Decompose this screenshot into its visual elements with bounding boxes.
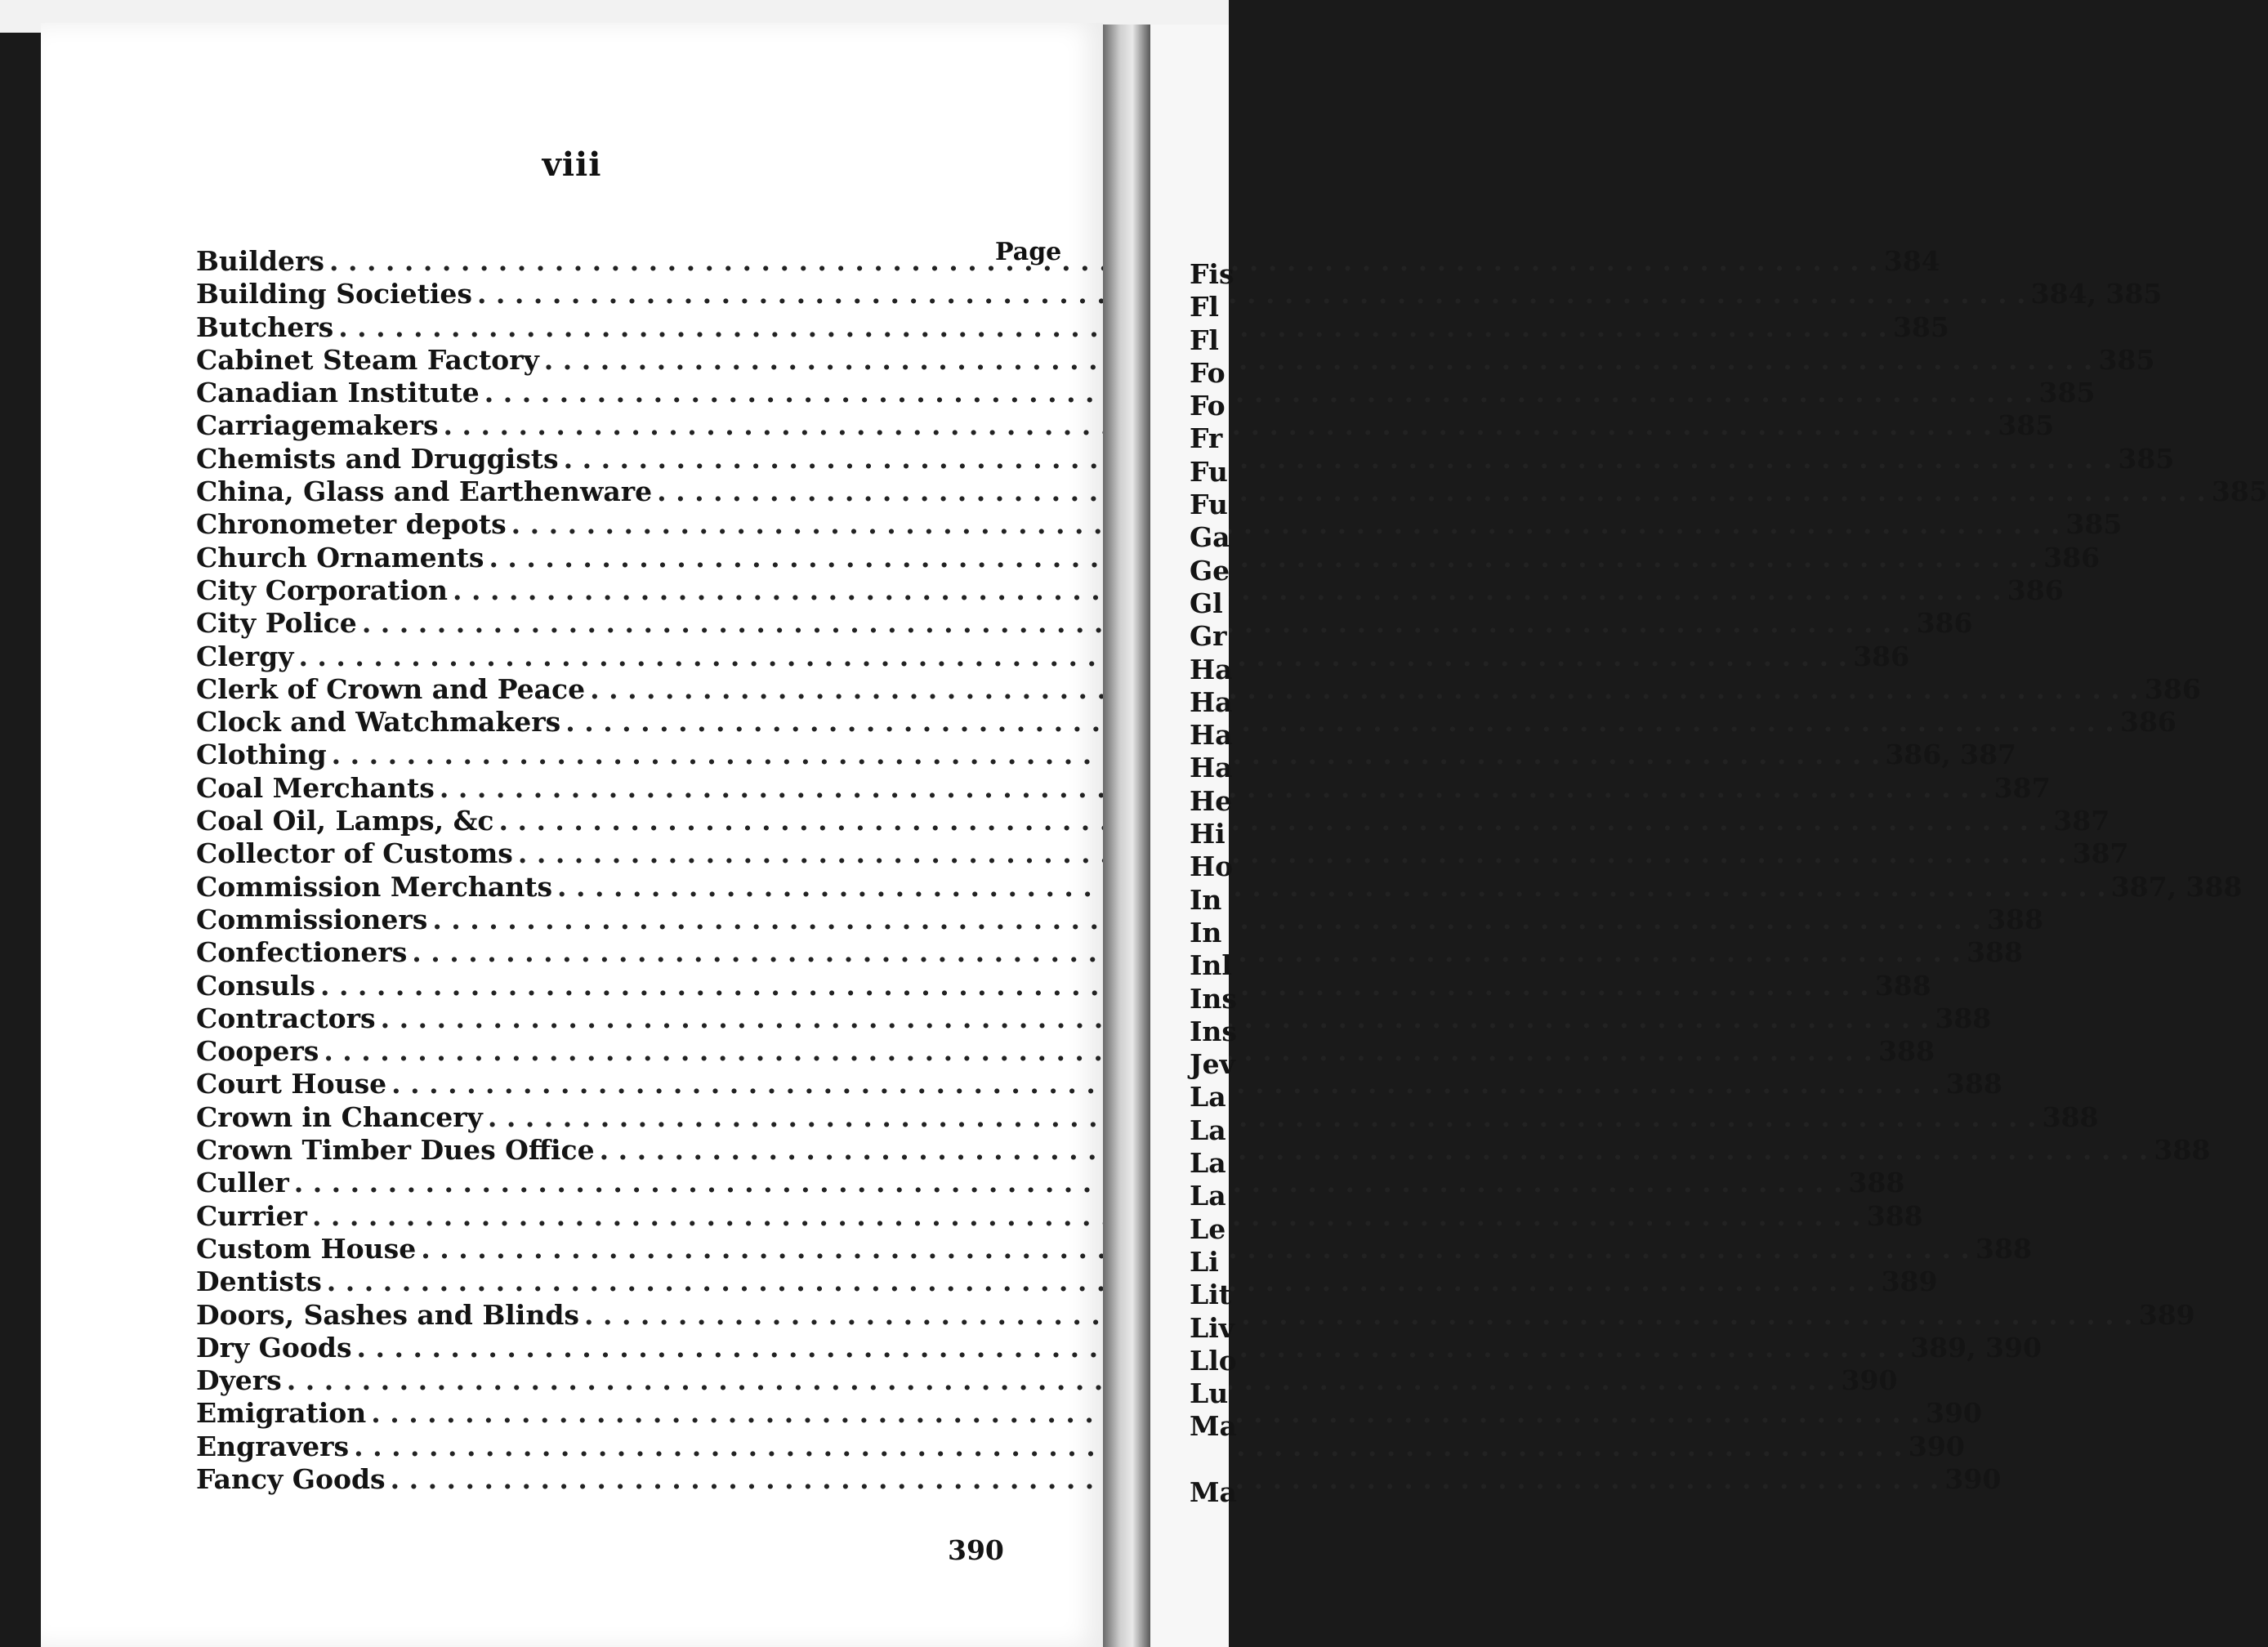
right-page-entry-stub: Ins xyxy=(1190,1015,1238,1047)
right-page-entry-stub: Ga xyxy=(1190,521,1230,554)
entry-name: Butchers xyxy=(196,310,334,343)
right-page-entry-stub: Li xyxy=(1190,1245,1219,1278)
entry-page-number: 386 xyxy=(2043,541,2101,574)
dot-leader xyxy=(477,278,2026,310)
entry-name: Church Ornaments xyxy=(196,541,484,574)
right-page-entry-stub: Fu xyxy=(1190,489,1228,521)
right-page-entry-stub: Lu xyxy=(1190,1377,1229,1410)
entry-page-number: 388 xyxy=(2042,1100,2099,1133)
dot-leader xyxy=(564,443,2113,475)
entry-page-number: 385 xyxy=(2211,475,2268,508)
right-page-entry-stub: Fis xyxy=(1190,258,1234,290)
dot-leader xyxy=(565,706,2114,738)
right-page-entry-stubs xyxy=(1190,258,1238,1509)
entry-name: Collector of Customs xyxy=(196,837,513,870)
entry-page-number: 385 xyxy=(2038,377,2096,409)
entry-name: Crown Timber Dues Office xyxy=(196,1134,595,1167)
entry-page-number: 387 xyxy=(2053,805,2110,837)
entry-name: Confectioners xyxy=(196,936,408,969)
entry-name: Builders xyxy=(196,245,324,277)
right-page-entry-stub: Ge xyxy=(1190,554,1230,587)
dot-leader xyxy=(287,1364,1836,1396)
entry-page-number: 388 xyxy=(1848,1167,1905,1199)
entry-name: Chronometer depots xyxy=(196,508,507,541)
right-page-entry-stub: Gr xyxy=(1190,620,1227,653)
right-page-entry-stub: Ho xyxy=(1190,850,1234,883)
right-page-entry-stub: Lit xyxy=(1190,1279,1231,1311)
dot-leader xyxy=(584,1299,2133,1331)
entry-name: Commission Merchants xyxy=(196,870,553,903)
entry-name: Chemists and Druggists xyxy=(196,442,559,475)
right-page-entry-stub: La xyxy=(1190,1180,1226,1212)
entry-page-number: 387 xyxy=(2072,837,2129,870)
dot-leader xyxy=(600,1134,2149,1166)
right-page-entry-stub xyxy=(1190,1444,1229,1476)
right-page-entry-stub: Gl xyxy=(1190,587,1223,619)
entry-page-number: 389, 390 xyxy=(1910,1331,2042,1364)
entry-page-number: 385 xyxy=(1998,409,2055,442)
entry-name: Clothing xyxy=(196,739,327,771)
right-page-entry-stub: Ma xyxy=(1190,1475,1237,1508)
entry-page-number: 388 xyxy=(1878,1035,1935,1068)
book-gutter xyxy=(1103,25,1152,1647)
entry-page-number: 386 xyxy=(2144,672,2201,705)
entry-name: Crown in Chancery xyxy=(196,1100,483,1133)
entry-page-number: 384 xyxy=(1883,245,1940,277)
page-column-heading: Page xyxy=(995,238,1062,266)
entry-page-number: 390 xyxy=(1926,1397,1982,1430)
entry-page-number: 388 xyxy=(1945,1068,2002,1100)
page-folio: viii xyxy=(542,145,602,184)
right-page-entry-stub: In xyxy=(1190,883,1222,916)
entry-name: Court House xyxy=(196,1068,387,1100)
entry-page-number: 389 xyxy=(2138,1298,2195,1331)
index-entry xyxy=(196,1430,1965,1463)
entry-page-number: 388 xyxy=(1874,969,1931,1002)
entry-name: Clock and Watchmakers xyxy=(196,706,561,739)
dot-leader xyxy=(657,475,2206,507)
dot-leader xyxy=(320,970,1869,1002)
right-page-entry-stub: Ins xyxy=(1190,982,1238,1015)
entry-name: Doors, Sashes and Blinds xyxy=(196,1298,579,1331)
entry-name: City Corporation xyxy=(196,574,449,606)
entry-page-number: 388 xyxy=(1987,903,2043,935)
entry-name: Fancy Goods xyxy=(196,1462,386,1495)
dot-leader xyxy=(294,1167,1843,1198)
entry-page-number: 390 xyxy=(1908,1430,1965,1462)
right-page-entry-stub: Fo xyxy=(1190,356,1226,389)
right-page-entry-stub: Fu xyxy=(1190,455,1228,488)
entry-name: Commissioners xyxy=(196,903,428,935)
entry-name: Coal Oil, Lamps, &c xyxy=(196,805,494,837)
dot-leader xyxy=(489,542,2038,574)
dot-leader xyxy=(298,640,1847,672)
entry-page-number: 385 xyxy=(2065,508,2123,541)
right-page-entry-stub: La xyxy=(1190,1081,1226,1114)
entry-name: Building Societies xyxy=(196,278,472,310)
entry-page-number: 386 xyxy=(2120,706,2176,739)
entry-name: Dyers xyxy=(196,1364,282,1397)
entry-page-number: 388 xyxy=(1967,936,2023,969)
entry-name: Dry Goods xyxy=(196,1331,352,1364)
dot-leader xyxy=(499,805,2048,837)
right-page-entry-stub: Ha xyxy=(1190,752,1233,784)
dot-leader xyxy=(484,377,2034,408)
entry-page-number: 388 xyxy=(1935,1002,1992,1034)
entry-page-number: 386, 387 xyxy=(1885,739,2017,771)
dot-leader xyxy=(518,837,2067,869)
entry-name: Coal Merchants xyxy=(196,771,435,804)
right-page-entry-stub: Le xyxy=(1190,1212,1226,1245)
trailing-page-number: 390 xyxy=(948,1534,1004,1566)
entry-page-number: 385 xyxy=(2118,442,2175,475)
entry-name: China, Glass and Earthenware xyxy=(196,475,653,508)
entry-page-number: 390 xyxy=(1944,1462,2002,1495)
right-page-entry-stub: In xyxy=(1190,916,1222,948)
entry-name: Cabinet Steam Factory xyxy=(196,343,539,376)
entry-name: Currier xyxy=(196,1199,307,1232)
dot-leader xyxy=(544,344,2093,376)
entry-name: Coopers xyxy=(196,1035,319,1068)
right-page-entry-stub: Fl xyxy=(1190,291,1219,324)
entry-page-number: 387, 388 xyxy=(2110,870,2243,903)
right-page-entry-stub: Ha xyxy=(1190,685,1233,718)
right-page-entry-stub: Fr xyxy=(1190,422,1223,455)
entry-name: Emigration xyxy=(196,1397,367,1430)
entry-name: Dentists xyxy=(196,1265,322,1298)
right-page-entry-stub: Ha xyxy=(1190,719,1233,752)
right-page-entry-stub: Jev xyxy=(1190,1048,1235,1081)
right-page-entry-stub: Hi xyxy=(1190,818,1226,850)
right-page-entry-stub: Liv xyxy=(1190,1311,1234,1344)
right-page-entry-stub: Ma xyxy=(1190,1410,1237,1443)
dot-leader xyxy=(511,508,2060,540)
entry-page-number: 388 xyxy=(1866,1199,1923,1232)
right-page-entry-stub: La xyxy=(1190,1147,1226,1180)
dot-leader xyxy=(327,1265,1876,1297)
right-page-entry-stub: Ha xyxy=(1190,653,1233,685)
entry-page-number: 385 xyxy=(2098,343,2155,376)
entry-page-number: 390 xyxy=(1841,1364,1898,1397)
dot-leader xyxy=(324,1035,1873,1067)
right-page-entry-stub: He xyxy=(1190,784,1233,817)
entry-page-number: 387 xyxy=(1993,771,2051,804)
entry-name: Carriagemakers xyxy=(196,409,439,442)
dot-leader xyxy=(557,871,2106,903)
entry-name: Engravers xyxy=(196,1430,350,1462)
right-page-entry-stub: Llo xyxy=(1190,1344,1237,1377)
entry-name: City Police xyxy=(196,607,357,640)
entry-page-number: 384, 385 xyxy=(2030,278,2163,310)
dot-leader xyxy=(590,673,2139,705)
right-page-entry-stub: La xyxy=(1190,1114,1226,1146)
entry-name: Custom House xyxy=(196,1232,417,1265)
dot-leader xyxy=(312,1200,1861,1232)
entry-page-number: 386 xyxy=(1916,607,1973,640)
entry-page-number: 386 xyxy=(1853,640,1910,672)
entry-name: Consuls xyxy=(196,969,315,1002)
entry-name: Clerk of Crown and Peace xyxy=(196,672,586,705)
dot-leader xyxy=(488,1101,2037,1133)
entry-page-number: 389 xyxy=(1881,1265,1938,1298)
right-page-entry-stub: Fo xyxy=(1190,390,1226,422)
entry-name: Contractors xyxy=(196,1002,376,1034)
entry-page-number: 386 xyxy=(2007,574,2064,606)
entry-page-number: 388 xyxy=(2154,1134,2211,1167)
entry-name: Clergy xyxy=(196,640,294,672)
entry-name: Culler xyxy=(196,1167,289,1199)
right-page-entry-stub: Fl xyxy=(1190,324,1219,356)
right-page-entry-stub: Inl xyxy=(1190,949,1232,982)
entry-page-number: 388 xyxy=(1976,1232,2032,1265)
entry-name: Canadian Institute xyxy=(196,377,480,409)
entry-page-number: 385 xyxy=(1892,310,1949,343)
